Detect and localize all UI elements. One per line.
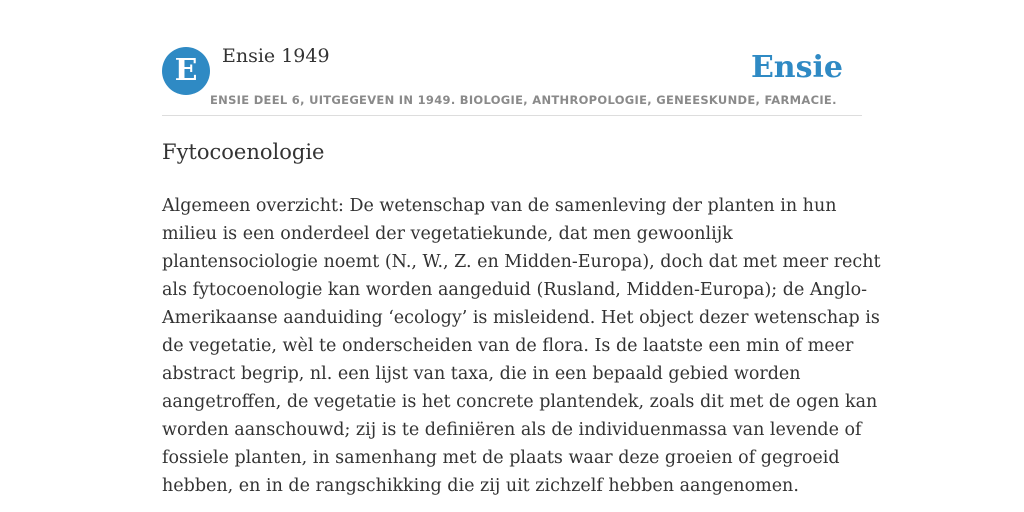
header-divider (162, 115, 862, 116)
body-line: hebben, en in de rangschikking die zij uit zichzelf hebben aangenomen. (162, 476, 799, 496)
body-line: de vegetatie, wèl te onderscheiden van de flora. Is de laatste een min of meer (162, 336, 854, 356)
body-line: milieu is een onderdeel der vegetatiekunde, dat men gewoonlijk (162, 224, 733, 244)
body-line: plantensociologie noemt (N., W., Z. en Midden-Europa), doch dat met meer recht (162, 252, 881, 272)
source-subtitle: ENSIE DEEL 6, UITGEGEVEN IN 1949. BIOLOGIE, ANTHROPOLOGIE, GENEESKUNDE, FARMACIE. (210, 93, 837, 107)
body-line: als fytocoenologie kan worden aangeduid (Rusland, Midden-Europa); de Anglo- (162, 280, 868, 300)
article-body (162, 192, 881, 500)
source-title[interactable]: Ensie 1949 (222, 45, 330, 67)
body-line: worden aanschouwd; zij is te definiëren als de individuenmassa van levende of (162, 420, 862, 440)
body-line: aangetroffen, de vegetatie is het concrete plantendek, zoals dit met de ogen kan (162, 392, 878, 412)
article-title: Fytocoenologie (162, 140, 325, 164)
ensie-logo-icon[interactable]: E (162, 47, 210, 95)
body-line: Algemeen overzicht: De wetenschap van de samenleving der planten in hun (162, 196, 837, 216)
body-line: fossiele planten, in samenhang met de plaats waar deze groeien of gegroeid (162, 448, 840, 468)
body-line: abstract begrip, nl. een lijst van taxa, die in een bepaald gebied worden (162, 364, 801, 384)
brand-link[interactable]: Ensie (750, 50, 843, 85)
body-line: Amerikaanse aanduiding ‘ecology’ is misleidend. Het object dezer wetenschap is (162, 308, 880, 328)
